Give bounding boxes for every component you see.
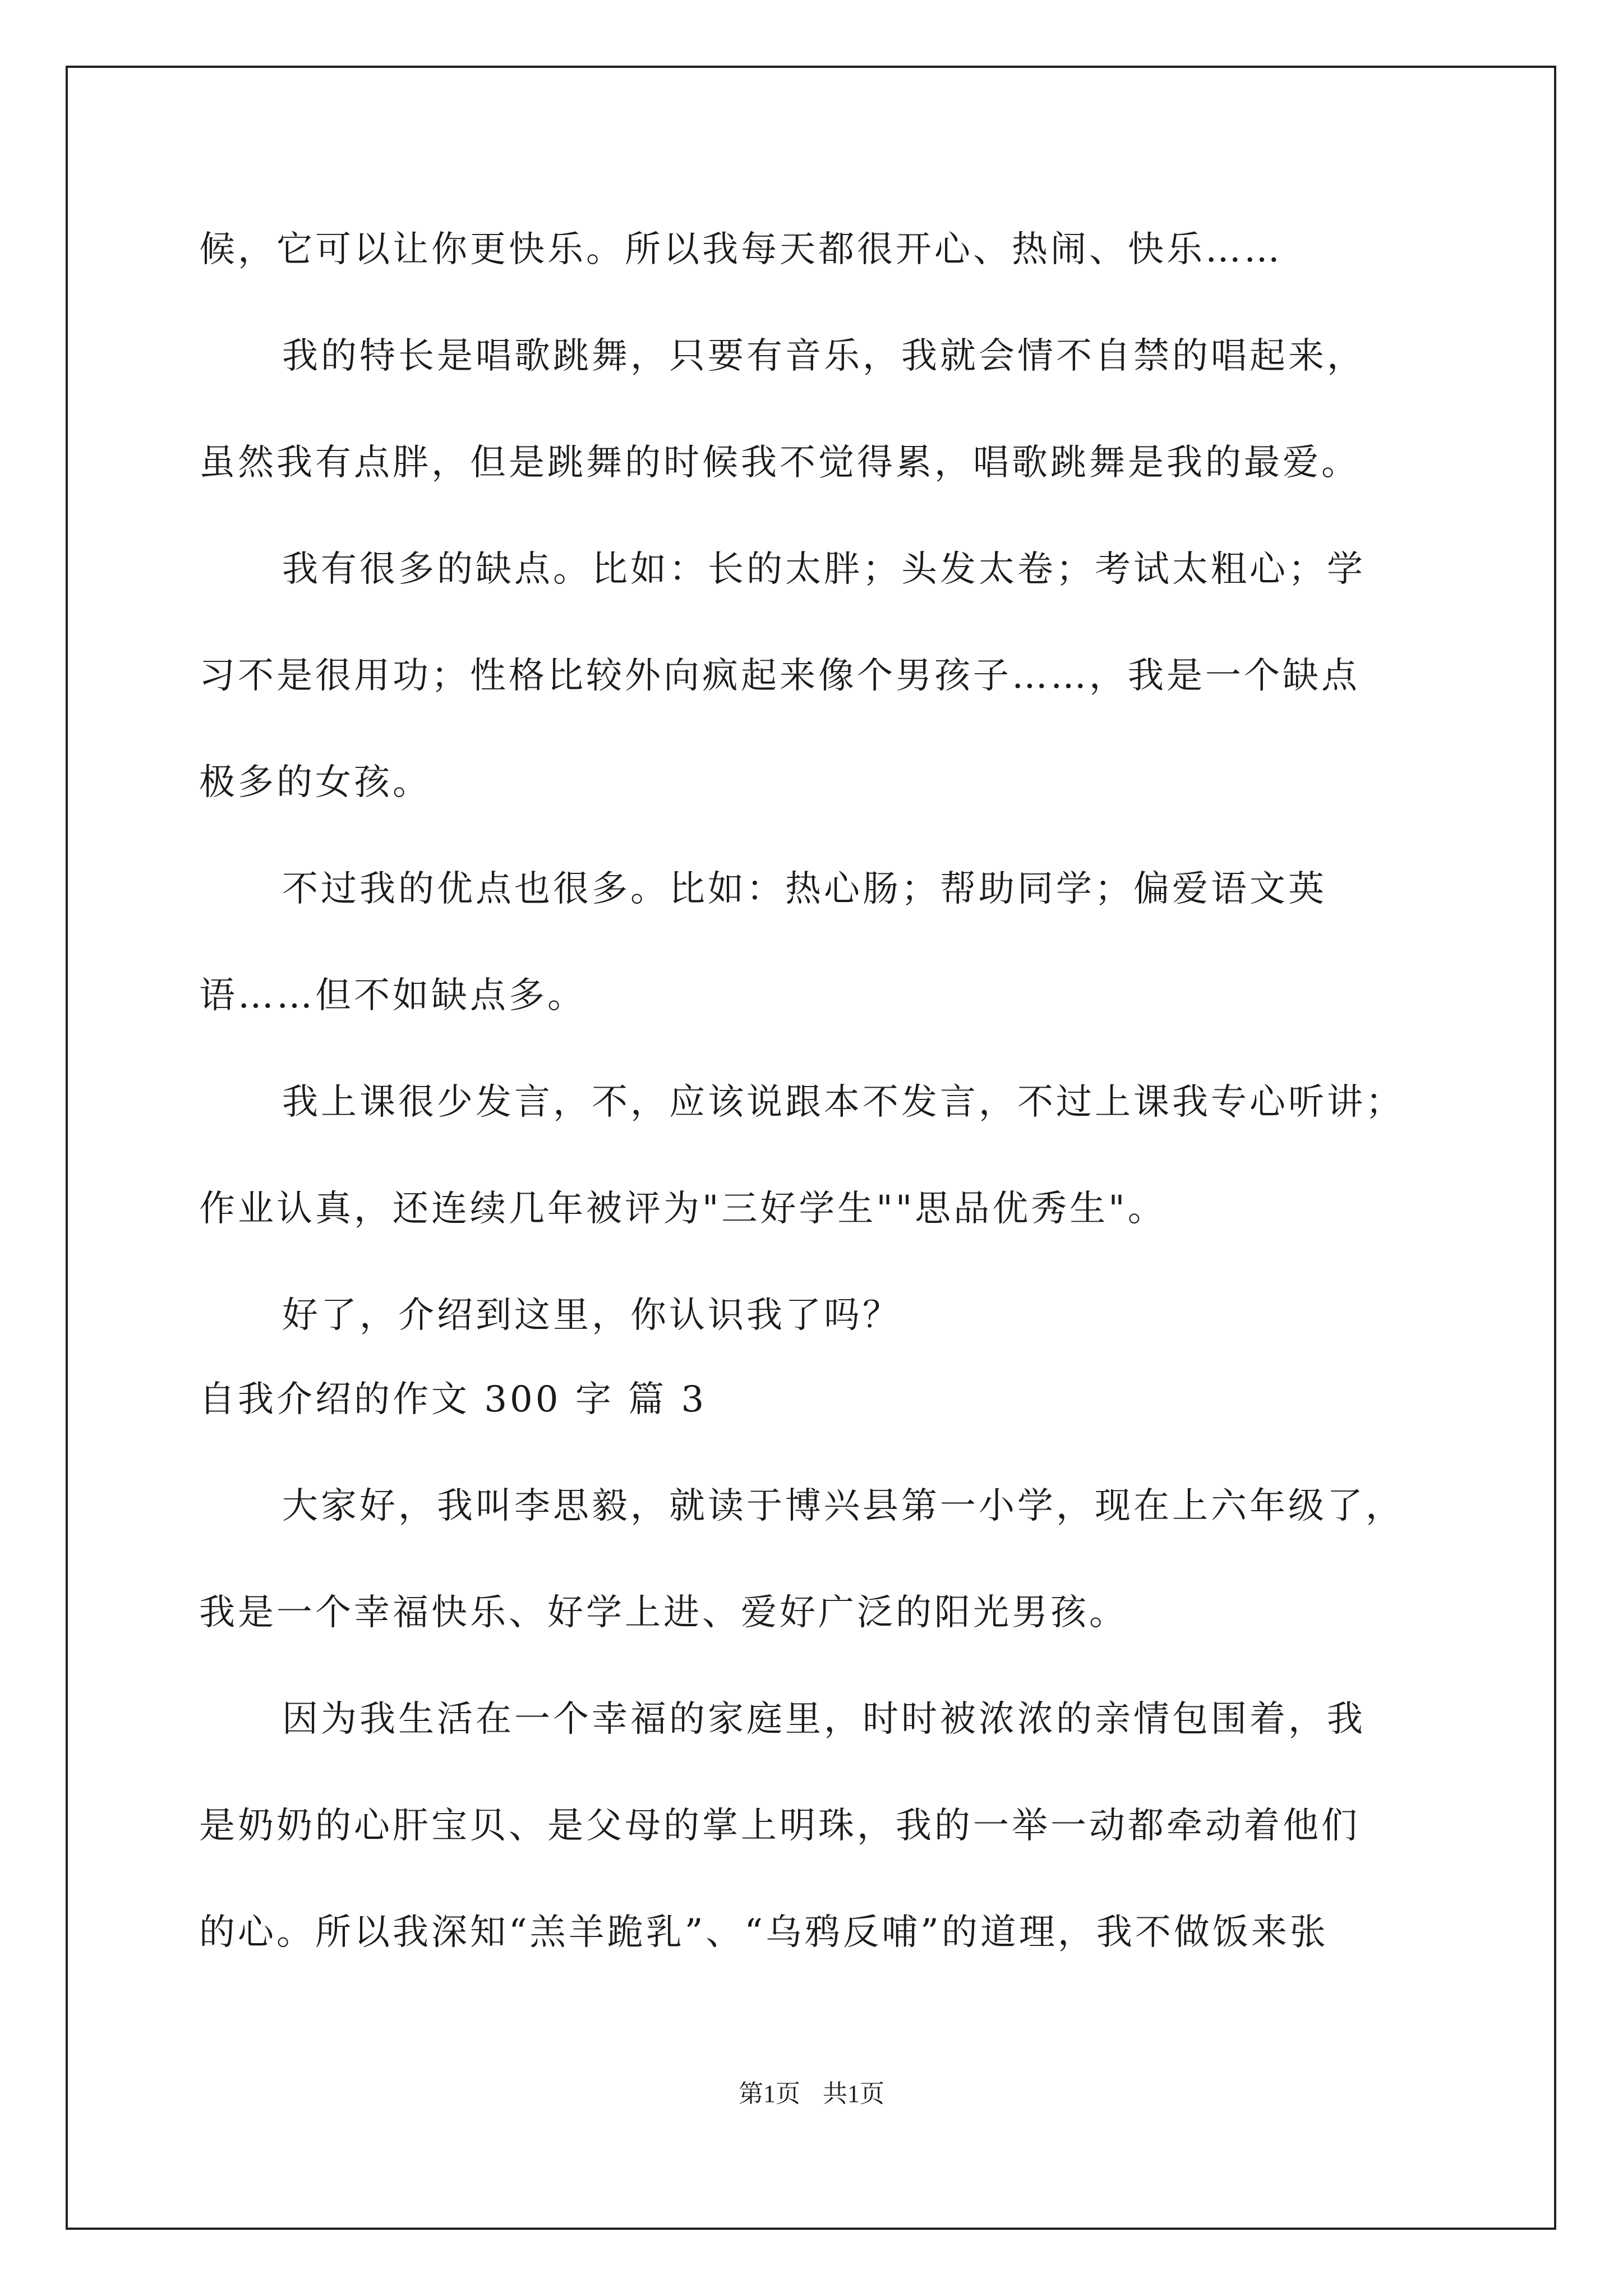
page-footer (0, 2078, 1623, 2110)
section-heading: 自我介绍的作文 300 字 篇 3 (199, 1379, 707, 1420)
text-line: 虽然我有点胖，但是跳舞的时候我不觉得累，唱歌跳舞是我的最爱。 (199, 442, 1360, 484)
text-line: 语……但不如缺点多。 (199, 975, 586, 1016)
text-line: 因为我生活在一个幸福的家庭里，时时被浓浓的亲情包围着，我 (282, 1699, 1366, 1740)
text-line: 作业认真，还连续几年被评为"三好学生""思品优秀生"。 (199, 1188, 1166, 1230)
page-number: 第1页 (739, 2080, 800, 2108)
text-line: 候，它可以让你更快乐。所以我每天都很开心、热闹、快乐…… (199, 229, 1283, 270)
text-line: 我的特长是唱歌跳舞，只要有音乐，我就会情不自禁的唱起来， (282, 335, 1366, 377)
text-line: 极多的女孩。 (199, 762, 431, 803)
text-line: 我是一个幸福快乐、好学上进、爱好广泛的阳光男孩。 (199, 1592, 1128, 1634)
text-line: 习不是很用功；性格比较外向疯起来像个男孩子……，我是一个缺点 (199, 655, 1360, 697)
text-line: 不过我的优点也很多。比如：热心肠；帮助同学；偏爱语文英 (282, 868, 1327, 910)
text-line: 我有很多的缺点。比如：长的太胖；头发太卷；考试太粗心；学 (282, 549, 1366, 590)
page-total: 共1页 (823, 2080, 884, 2108)
page-border (66, 66, 1556, 2230)
text-line: 我上课很少发言，不，应该说跟本不发言，不过上课我专心听讲； (282, 1082, 1404, 1123)
text-line: 好了，介绍到这里，你认识我了吗？ (282, 1295, 901, 1336)
text-line: 大家好，我叫李思毅，就读于博兴县第一小学，现在上六年级了， (282, 1485, 1404, 1527)
text-line: 是奶奶的心肝宝贝、是父母的掌上明珠，我的一举一动都牵动着他们 (199, 1805, 1360, 1847)
text-line: 的心。所以我深知“羔羊跪乳”、“乌鸦反哺”的道理，我不做饭来张 (199, 1912, 1329, 1953)
